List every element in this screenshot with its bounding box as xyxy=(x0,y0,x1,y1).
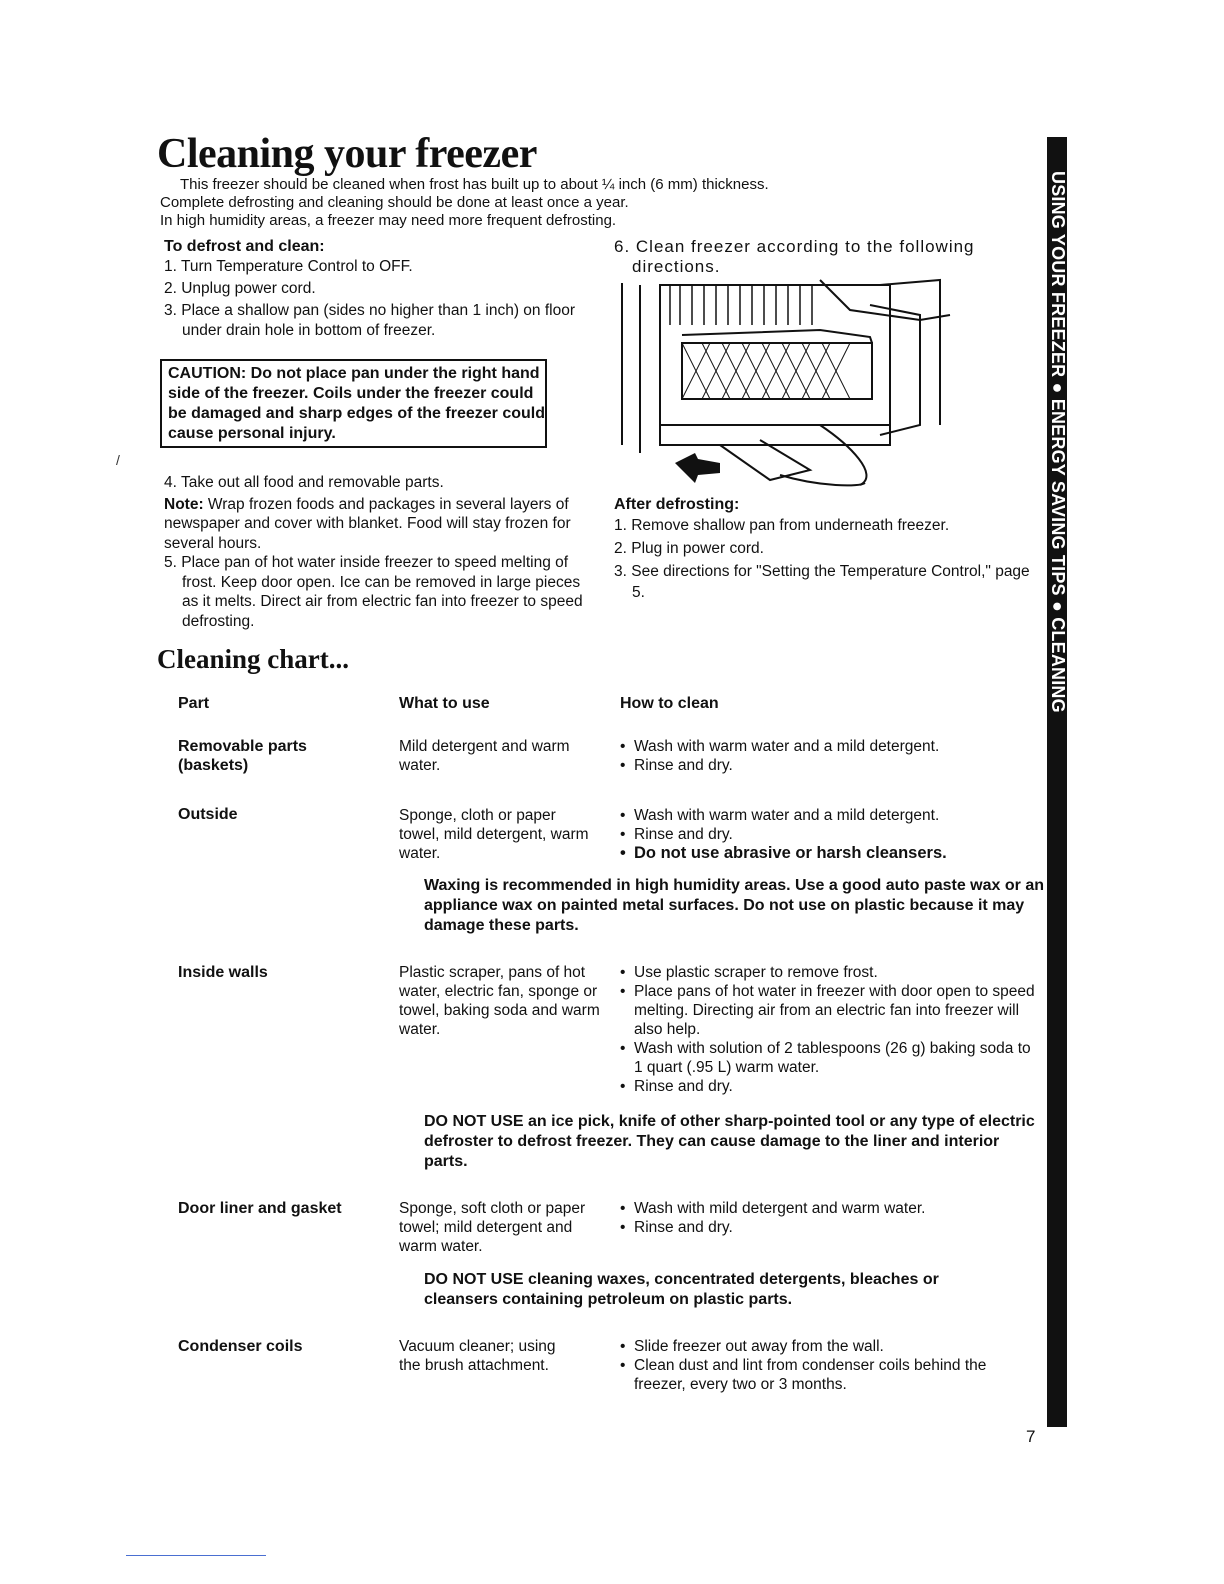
row-what: Mild detergent and warm water. xyxy=(399,738,570,774)
row-note: DO NOT USE an ice pick, knife of other sharp-pointed tool or any type of electric defroster to defrost freezer. They can cause damage to the liner and interior parts. xyxy=(424,1113,1035,1170)
arrow-icon xyxy=(675,453,720,483)
after-heading: After defrosting: xyxy=(614,496,740,513)
how-item: • Slide freezer out away from the wall. xyxy=(620,1337,1030,1356)
how-item: • Rinse and dry. xyxy=(620,1218,1020,1237)
defrost-step: 4. Take out all food and removable parts. xyxy=(164,474,444,491)
row-what: Sponge, soft cloth or paper towel; mild detergent and warm water. xyxy=(399,1200,586,1255)
defrost-section-continued xyxy=(164,473,584,633)
row-what: Sponge, cloth or paper towel, mild detergent, warm water. xyxy=(399,807,589,862)
defrost-step: 6. Clean freezer according to the following directions. xyxy=(614,237,975,276)
chart-title: Cleaning chart... xyxy=(157,644,349,674)
defrost-heading: To defrost and clean: xyxy=(164,238,325,255)
freezer-defrost-illustration xyxy=(620,275,960,497)
row-part-removable: Removable parts (baskets) xyxy=(178,738,307,774)
how-item: • Wash with solution of 2 tablespoons (26 g) baking soda to 1 quart (.95 L) warm water. xyxy=(620,1039,1035,1077)
row-what: Vacuum cleaner; using the brush attachment. xyxy=(399,1338,556,1374)
how-item: • Wash with warm water and a mild detergent. xyxy=(620,806,1030,825)
caution-box: CAUTION: Do not place pan under the right hand side of the freezer. Coils under the freezer could be damaged and sharp edges of the freezer could cause personal injury. xyxy=(160,359,547,448)
how-item: • Wash with mild detergent and warm water. xyxy=(620,1199,1020,1218)
row-part-inside-walls: Inside walls xyxy=(178,964,268,981)
after-step: 3. See directions for "Setting the Temperature Control," page 5. xyxy=(614,563,1030,601)
column-header-what: What to use xyxy=(399,695,490,712)
page-number: 7 xyxy=(1026,1427,1036,1446)
row-how xyxy=(620,1337,1030,1394)
after-step: 1. Remove shallow pan from underneath freezer. xyxy=(614,517,950,534)
row-part-door-liner: Door liner and gasket xyxy=(178,1200,342,1217)
after-defrosting-section xyxy=(614,494,1034,605)
row-how xyxy=(620,737,1020,775)
after-step: 2. Plug in power cord. xyxy=(614,540,764,557)
row-note: DO NOT USE cleaning waxes, concentrated detergents, bleaches or cleansers containing petroleum on plastic parts. xyxy=(424,1271,939,1308)
how-item-bold: • Do not use abrasive or harsh cleansers. xyxy=(620,844,1030,863)
intro-paragraph xyxy=(160,176,1040,230)
column-header-how: How to clean xyxy=(620,695,719,712)
intro-line: Complete defrosting and cleaning should be done at least once a year. xyxy=(160,194,629,211)
row-how xyxy=(620,963,1035,1096)
how-item: • Clean dust and lint from condenser coils behind the freezer, every two or 3 months. xyxy=(620,1356,1030,1394)
row-part-outside: Outside xyxy=(178,806,238,823)
how-item: • Rinse and dry. xyxy=(620,756,1020,775)
defrost-note xyxy=(164,495,584,554)
row-note: Waxing is recommended in high humidity areas. Use a good auto paste wax or an appliance wax on painted metal surfaces. Do not use on plastic because it may damage these parts. xyxy=(424,877,1044,934)
defrost-section xyxy=(164,237,584,343)
defrost-step: 3. Place a shallow pan (sides no higher than 1 inch) on floor under drain hole in bottom of freezer. xyxy=(164,302,575,339)
defrost-step6-block xyxy=(614,237,1034,279)
how-item: • Place pans of hot water in freezer with door open to speed melting. Directing air from an electric fan into freezer will also help. xyxy=(620,982,1035,1039)
sidebar-label: USING YOUR FREEZER ● ENERGY SAVING TIPS ● CLEANING xyxy=(1048,171,1068,713)
row-part-condenser-coils: Condenser coils xyxy=(178,1338,303,1355)
intro-line: In high humidity areas, a freezer may need more frequent defrosting. xyxy=(160,212,617,229)
how-item: • Wash with warm water and a mild detergent. xyxy=(620,737,1020,756)
note-label: Note: xyxy=(164,495,204,513)
how-item: • Rinse and dry. xyxy=(620,1077,1035,1096)
column-header-part: Part xyxy=(178,695,210,712)
row-how xyxy=(620,1199,1020,1237)
note-text: Wrap frozen foods and packages in several layers of newspaper and cover with blanket. Food will stay frozen for several hours. xyxy=(164,495,571,552)
defrost-step: 5. Place pan of hot water inside freezer to speed melting of frost. Keep door open. Ice can be removed in large pieces as it melts. Direct air from electric fan into freezer to speed defrosting. xyxy=(164,554,583,630)
margin-mark: / xyxy=(116,452,120,468)
footer-rule xyxy=(126,1555,266,1556)
how-item: • Use plastic scraper to remove frost. xyxy=(620,963,1035,982)
intro-line: This freezer should be cleaned when frost has built up to about ¼ inch (6 mm) thickness. xyxy=(180,176,769,193)
defrost-step: 2. Unplug power cord. xyxy=(164,280,316,297)
page-title: Cleaning your freezer xyxy=(157,131,537,177)
row-how xyxy=(620,806,1030,863)
row-what: Plastic scraper, pans of hot water, electric fan, sponge or towel, baking soda and warm water. xyxy=(399,964,600,1038)
defrost-step: 1. Turn Temperature Control to OFF. xyxy=(164,258,413,275)
how-item: • Rinse and dry. xyxy=(620,825,1030,844)
